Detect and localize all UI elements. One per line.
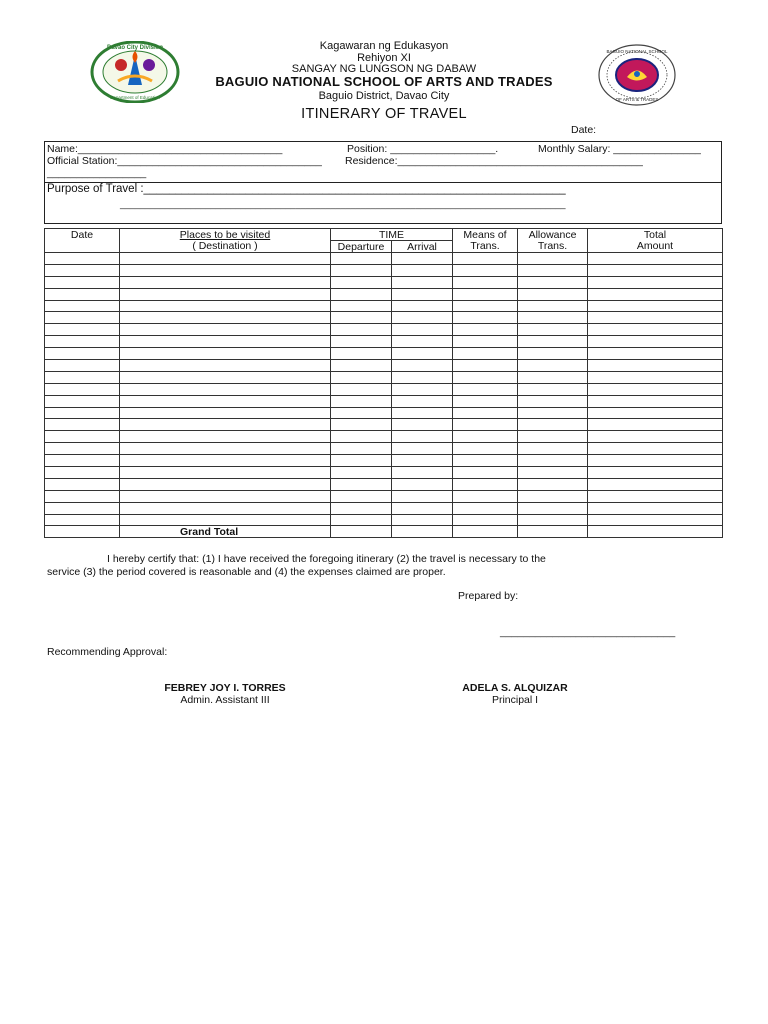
itinerary-row xyxy=(45,455,723,467)
itinerary-cell[interactable] xyxy=(518,514,588,526)
itinerary-row xyxy=(45,348,723,360)
itinerary-cell[interactable] xyxy=(453,455,518,467)
itinerary-cell[interactable] xyxy=(588,455,723,467)
itinerary-cell[interactable] xyxy=(45,490,120,502)
itinerary-cell[interactable] xyxy=(392,514,453,526)
itinerary-cell[interactable] xyxy=(392,336,453,348)
itinerary-row xyxy=(45,407,723,419)
itinerary-cell[interactable] xyxy=(120,360,331,372)
itinerary-cell[interactable] xyxy=(392,264,453,276)
itinerary-cell[interactable] xyxy=(453,324,518,336)
itinerary-cell[interactable] xyxy=(331,360,392,372)
itinerary-cell[interactable] xyxy=(45,431,120,443)
itinerary-cell[interactable] xyxy=(120,300,331,312)
itinerary-cell[interactable] xyxy=(120,431,331,443)
itinerary-cell[interactable] xyxy=(392,443,453,455)
itinerary-cell[interactable] xyxy=(45,419,120,431)
col-date-sub xyxy=(45,241,120,253)
itinerary-row xyxy=(45,336,723,348)
itinerary-cell[interactable] xyxy=(392,324,453,336)
itinerary-cell[interactable] xyxy=(453,360,518,372)
itinerary-cell[interactable] xyxy=(392,276,453,288)
itinerary-row xyxy=(45,288,723,300)
monthly-salary-field[interactable]: Monthly Salary: _______________ xyxy=(538,143,701,155)
itinerary-row xyxy=(45,312,723,324)
itinerary-cell[interactable] xyxy=(588,288,723,300)
itinerary-cell[interactable] xyxy=(588,514,723,526)
official-station-field[interactable]: Official Station:___________________________________ xyxy=(47,155,322,167)
itinerary-row xyxy=(45,300,723,312)
grand-total-cell[interactable] xyxy=(453,526,518,538)
itinerary-cell[interactable] xyxy=(392,490,453,502)
itinerary-cell[interactable] xyxy=(392,383,453,395)
itinerary-cell[interactable] xyxy=(45,407,120,419)
itinerary-row xyxy=(45,395,723,407)
itinerary-cell[interactable] xyxy=(392,395,453,407)
itinerary-cell[interactable] xyxy=(45,371,120,383)
col-time-header: TIME xyxy=(331,229,453,241)
col-allowance-header: Allowance xyxy=(518,229,588,241)
agency-name: Kagawaran ng Edukasyon xyxy=(319,40,449,52)
itinerary-cell[interactable] xyxy=(120,324,331,336)
itinerary-cell[interactable] xyxy=(392,288,453,300)
col-destination-header: ( Destination ) xyxy=(120,241,331,253)
itinerary-cell[interactable] xyxy=(588,443,723,455)
grand-total-cell[interactable] xyxy=(518,526,588,538)
itinerary-cell[interactable] xyxy=(120,383,331,395)
itinerary-cell[interactable] xyxy=(331,455,392,467)
itinerary-cell[interactable] xyxy=(518,431,588,443)
itinerary-row xyxy=(45,478,723,490)
itinerary-cell[interactable] xyxy=(331,419,392,431)
itinerary-cell[interactable] xyxy=(392,300,453,312)
col-arrival-header: Arrival xyxy=(392,241,453,253)
itinerary-cell[interactable] xyxy=(392,407,453,419)
itinerary-cell[interactable] xyxy=(331,467,392,479)
recommending-approval-label: Recommending Approval: xyxy=(47,646,168,658)
itinerary-cell[interactable] xyxy=(120,264,331,276)
itinerary-cell[interactable] xyxy=(392,360,453,372)
itinerary-cell[interactable] xyxy=(518,276,588,288)
itinerary-cell[interactable] xyxy=(331,300,392,312)
region-name: Rehiyon XI xyxy=(357,52,411,64)
itinerary-cell[interactable] xyxy=(453,419,518,431)
itinerary-cell[interactable] xyxy=(588,502,723,514)
itinerary-cell[interactable] xyxy=(453,490,518,502)
itinerary-cell[interactable] xyxy=(120,395,331,407)
grand-total-amount[interactable] xyxy=(588,526,723,538)
itinerary-cell[interactable] xyxy=(331,478,392,490)
itinerary-cell[interactable] xyxy=(518,312,588,324)
itinerary-cell[interactable] xyxy=(453,407,518,419)
itinerary-cell[interactable] xyxy=(45,514,120,526)
itinerary-cell[interactable] xyxy=(45,288,120,300)
itinerary-row xyxy=(45,383,723,395)
itinerary-cell[interactable] xyxy=(453,288,518,300)
itinerary-cell[interactable] xyxy=(588,478,723,490)
itinerary-row xyxy=(45,514,723,526)
itinerary-cell[interactable] xyxy=(120,312,331,324)
itinerary-cell[interactable] xyxy=(45,276,120,288)
itinerary-cell[interactable] xyxy=(331,324,392,336)
itinerary-row xyxy=(45,467,723,479)
itinerary-cell[interactable] xyxy=(45,395,120,407)
itinerary-cell[interactable] xyxy=(453,383,518,395)
itinerary-cell[interactable] xyxy=(588,324,723,336)
itinerary-cell[interactable] xyxy=(331,336,392,348)
itinerary-cell[interactable] xyxy=(120,407,331,419)
itinerary-cell[interactable] xyxy=(453,395,518,407)
extra-line: _________________ xyxy=(47,167,147,179)
itinerary-cell[interactable] xyxy=(392,431,453,443)
signatory-1 xyxy=(130,682,320,706)
itinerary-cell[interactable] xyxy=(588,431,723,443)
itinerary-cell[interactable] xyxy=(453,312,518,324)
itinerary-cell[interactable] xyxy=(588,312,723,324)
itinerary-cell[interactable] xyxy=(392,455,453,467)
district-name: Baguio District, Davao City xyxy=(318,90,450,102)
itinerary-cell[interactable] xyxy=(331,348,392,360)
itinerary-cell[interactable] xyxy=(120,288,331,300)
itinerary-cell[interactable] xyxy=(588,360,723,372)
col-means-header: Means of xyxy=(453,229,518,241)
itinerary-cell[interactable] xyxy=(392,371,453,383)
col-date-header: Date xyxy=(45,229,120,241)
itinerary-row xyxy=(45,419,723,431)
itinerary-cell[interactable] xyxy=(518,383,588,395)
itinerary-cell[interactable] xyxy=(45,502,120,514)
itinerary-cell[interactable] xyxy=(45,360,120,372)
itinerary-cell[interactable] xyxy=(518,467,588,479)
certification-line-2: service (3) the period covered is reasonable and (4) the expenses claimed are proper. xyxy=(47,566,446,578)
itinerary-cell[interactable] xyxy=(518,455,588,467)
itinerary-cell[interactable] xyxy=(120,336,331,348)
signatory-2 xyxy=(430,682,600,706)
purpose-field[interactable]: Purpose of Travel :__________________________________________________________________ xyxy=(47,183,566,195)
col-means-sub: Trans. xyxy=(453,241,518,253)
prepared-by-signature-line[interactable]: ______________________________ xyxy=(500,626,676,638)
itinerary-cell[interactable] xyxy=(331,395,392,407)
itinerary-row xyxy=(45,253,723,265)
itinerary-cell[interactable] xyxy=(120,467,331,479)
itinerary-cell[interactable] xyxy=(45,467,120,479)
itinerary-cell[interactable] xyxy=(331,253,392,265)
itinerary-cell[interactable] xyxy=(45,455,120,467)
itinerary-cell[interactable] xyxy=(392,348,453,360)
itinerary-cell[interactable] xyxy=(518,253,588,265)
itinerary-cell[interactable] xyxy=(392,467,453,479)
blank-rows xyxy=(45,253,723,526)
grand-total-row xyxy=(45,526,723,538)
itinerary-cell[interactable] xyxy=(120,490,331,502)
col-allowance-sub: Trans. xyxy=(518,241,588,253)
itinerary-row xyxy=(45,443,723,455)
itinerary-cell[interactable] xyxy=(331,443,392,455)
itinerary-cell[interactable] xyxy=(588,383,723,395)
itinerary-cell[interactable] xyxy=(392,478,453,490)
itinerary-cell[interactable] xyxy=(45,348,120,360)
itinerary-cell[interactable] xyxy=(120,514,331,526)
itinerary-cell[interactable] xyxy=(331,264,392,276)
itinerary-cell[interactable] xyxy=(45,312,120,324)
itinerary-cell[interactable] xyxy=(453,502,518,514)
col-total-sub: Amount xyxy=(588,241,723,253)
itinerary-cell[interactable] xyxy=(331,312,392,324)
itinerary-cell[interactable] xyxy=(518,264,588,276)
table-subheader-row xyxy=(45,241,723,253)
grand-total-label: Grand Total xyxy=(120,526,331,538)
itinerary-cell[interactable] xyxy=(518,490,588,502)
itinerary-cell[interactable] xyxy=(453,253,518,265)
division-name: SANGAY NG LUNGSON NG DABAW xyxy=(291,63,477,75)
grand-total-cell[interactable] xyxy=(392,526,453,538)
svg-text:Department of Education: Department of Education xyxy=(110,95,160,100)
itinerary-cell[interactable] xyxy=(588,348,723,360)
itinerary-cell[interactable] xyxy=(120,443,331,455)
itinerary-cell[interactable] xyxy=(120,478,331,490)
itinerary-row xyxy=(45,371,723,383)
itinerary-cell[interactable] xyxy=(518,443,588,455)
grand-total-cell xyxy=(45,526,120,538)
itinerary-cell[interactable] xyxy=(120,253,331,265)
itinerary-cell[interactable] xyxy=(331,383,392,395)
itinerary-cell[interactable] xyxy=(120,502,331,514)
itinerary-cell[interactable] xyxy=(45,383,120,395)
itinerary-cell[interactable] xyxy=(45,324,120,336)
itinerary-cell[interactable] xyxy=(392,312,453,324)
itinerary-cell[interactable] xyxy=(518,300,588,312)
itinerary-row xyxy=(45,324,723,336)
itinerary-cell[interactable] xyxy=(45,253,120,265)
itinerary-cell[interactable] xyxy=(120,419,331,431)
itinerary-cell[interactable] xyxy=(518,371,588,383)
signatory-2-name: ADELA S. ALQUIZAR xyxy=(462,682,568,694)
itinerary-row xyxy=(45,490,723,502)
itinerary-cell[interactable] xyxy=(392,419,453,431)
itinerary-cell[interactable] xyxy=(518,407,588,419)
itinerary-cell[interactable] xyxy=(120,371,331,383)
itinerary-cell[interactable] xyxy=(588,467,723,479)
itinerary-cell[interactable] xyxy=(331,276,392,288)
itinerary-row xyxy=(45,502,723,514)
itinerary-cell[interactable] xyxy=(45,264,120,276)
prepared-by-label: Prepared by: xyxy=(458,590,519,602)
itinerary-cell[interactable] xyxy=(518,348,588,360)
itinerary-cell[interactable] xyxy=(331,431,392,443)
signatory-1-name: FEBREY JOY I. TORRES xyxy=(164,682,286,694)
itinerary-cell[interactable] xyxy=(453,431,518,443)
date-label: Date: xyxy=(571,124,597,136)
itinerary-row xyxy=(45,276,723,288)
form-title: ITINERARY OF TRAVEL xyxy=(301,106,467,122)
itinerary-cell[interactable] xyxy=(392,253,453,265)
purpose-line-2[interactable]: _________________________________________________________________________________________ xyxy=(120,199,566,209)
itinerary-cell[interactable] xyxy=(518,288,588,300)
itinerary-cell[interactable] xyxy=(588,419,723,431)
itinerary-cell[interactable] xyxy=(120,348,331,360)
itinerary-table xyxy=(44,228,723,538)
svg-text:BAGUIO NATIONAL SCHOOL: BAGUIO NATIONAL SCHOOL xyxy=(606,49,668,54)
itinerary-cell[interactable] xyxy=(45,300,120,312)
itinerary-cell[interactable] xyxy=(453,264,518,276)
itinerary-cell[interactable] xyxy=(120,455,331,467)
itinerary-cell[interactable] xyxy=(518,395,588,407)
table-header-row xyxy=(45,229,723,241)
certification-line-1: I hereby certify that: (1) I have received the foregoing itinerary (2) the travel is necessary to the xyxy=(107,553,546,565)
itinerary-cell[interactable] xyxy=(331,371,392,383)
position-field[interactable]: Position: __________________. xyxy=(347,143,499,155)
itinerary-cell[interactable] xyxy=(453,478,518,490)
itinerary-cell[interactable] xyxy=(518,478,588,490)
itinerary-cell[interactable] xyxy=(518,419,588,431)
itinerary-cell[interactable] xyxy=(453,514,518,526)
itinerary-cell[interactable] xyxy=(331,514,392,526)
itinerary-cell[interactable] xyxy=(588,407,723,419)
itinerary-cell[interactable] xyxy=(518,360,588,372)
itinerary-cell[interactable] xyxy=(453,443,518,455)
signatory-2-title: Principal I xyxy=(491,694,539,706)
itinerary-cell[interactable] xyxy=(453,276,518,288)
itinerary-cell[interactable] xyxy=(588,276,723,288)
itinerary-cell[interactable] xyxy=(518,502,588,514)
itinerary-cell[interactable] xyxy=(392,502,453,514)
itinerary-row xyxy=(45,431,723,443)
itinerary-cell[interactable] xyxy=(588,336,723,348)
itinerary-cell[interactable] xyxy=(588,264,723,276)
col-departure-header: Departure xyxy=(331,241,392,253)
itinerary-cell[interactable] xyxy=(588,371,723,383)
grand-total-cell[interactable] xyxy=(331,526,392,538)
itinerary-cell[interactable] xyxy=(331,288,392,300)
itinerary-cell[interactable] xyxy=(453,371,518,383)
itinerary-cell[interactable] xyxy=(331,407,392,419)
residence-field[interactable]: Residence:__________________________________________ xyxy=(345,155,643,167)
itinerary-cell[interactable] xyxy=(453,467,518,479)
svg-text:Davao City Division: Davao City Division xyxy=(106,45,164,51)
signatory-1-title: Admin. Assistant III xyxy=(180,694,270,706)
svg-text:OF ARTS & TRADES: OF ARTS & TRADES xyxy=(615,97,659,102)
itinerary-row xyxy=(45,360,723,372)
itinerary-cell[interactable] xyxy=(518,336,588,348)
itinerary-cell[interactable] xyxy=(45,443,120,455)
itinerary-cell[interactable] xyxy=(45,336,120,348)
col-total-header: Total xyxy=(588,229,723,241)
col-places-header xyxy=(120,229,331,241)
itinerary-row xyxy=(45,264,723,276)
school-name: BAGUIO NATIONAL SCHOOL OF ARTS AND TRADES xyxy=(215,74,553,89)
col-places-label: Places to be visited xyxy=(179,228,271,241)
itinerary-cell[interactable] xyxy=(588,300,723,312)
name-field[interactable]: Name:___________________________________ xyxy=(47,143,283,155)
itinerary-cell[interactable] xyxy=(588,490,723,502)
itinerary-cell[interactable] xyxy=(453,300,518,312)
itinerary-cell[interactable] xyxy=(45,478,120,490)
itinerary-cell[interactable] xyxy=(453,348,518,360)
itinerary-cell[interactable] xyxy=(120,276,331,288)
itinerary-cell[interactable] xyxy=(588,395,723,407)
itinerary-cell[interactable] xyxy=(588,253,723,265)
itinerary-cell[interactable] xyxy=(331,502,392,514)
itinerary-cell[interactable] xyxy=(453,336,518,348)
itinerary-cell[interactable] xyxy=(518,324,588,336)
itinerary-cell[interactable] xyxy=(331,490,392,502)
